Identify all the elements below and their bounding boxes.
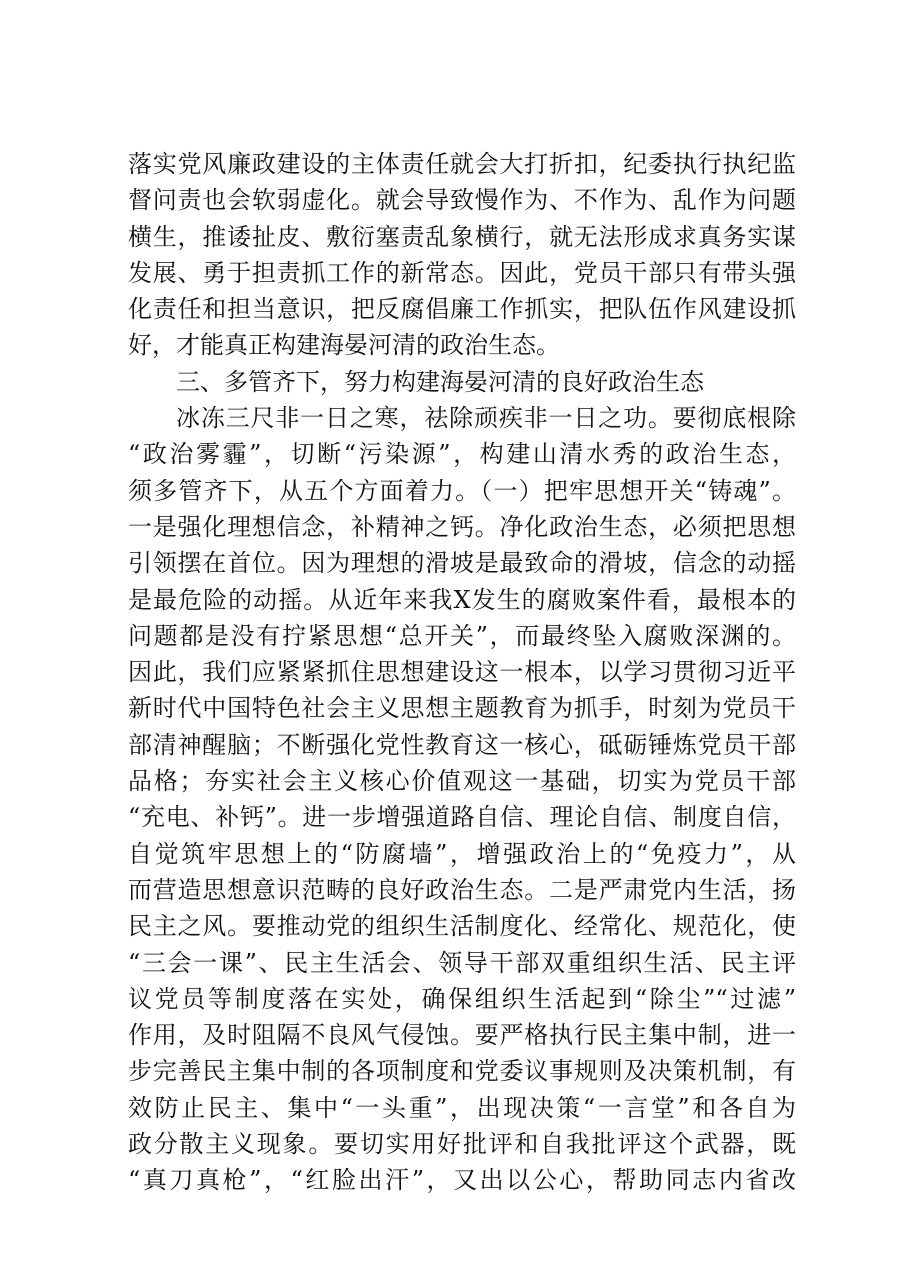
text-line: 须多管齐下，从五个方面着力。（一）把牢思想开关“铸魂”。 <box>128 476 796 505</box>
text-line: 因此，我们应紧紧抓住思想建设这一根本，以学习贯彻习近平 <box>128 658 796 687</box>
text-line: 自觉筑牢思想上的“防腐墙”，增强政治上的“免疫力”，从 <box>128 839 796 868</box>
text-line: 引领摆在首位。因为理想的滑坡是最致命的滑坡，信念的动摇 <box>128 549 796 578</box>
text-line: 问题都是没有拧紧思想“总开关”，而最终坠入腐败深渊的。 <box>128 621 796 650</box>
text-line: 化责任和担当意识，把反腐倡廉工作抓实，把队伍作风建设抓 <box>128 295 796 324</box>
section-heading: 三、多管齐下，努力构建海晏河清的良好政治生态 <box>176 367 704 396</box>
text-line: 作用，及时阻隔不良风气侵蚀。要严格执行民主集中制，进一 <box>128 1021 796 1050</box>
text-line: 民主之风。要推动党的组织生活制度化、经常化、规范化，使 <box>128 912 796 941</box>
text-line: 而营造思想意识范畴的良好政治生态。二是严肃党内生活，扬 <box>128 875 796 904</box>
text-line: 议党员等制度落在实处，确保组织生活起到“除尘”“过滤” <box>128 984 796 1013</box>
text-line: 效防止民主、集中“一头重”，出现决策“一言堂”和各自为 <box>128 1093 796 1122</box>
text-line: 好，才能真正构建海晏河清的政治生态。 <box>128 331 560 360</box>
text-line: 品格；夯实社会主义核心价值观这一基础，切实为党员干部 <box>128 767 796 796</box>
text-line: “三会一课”、民主生活会、领导干部双重组织生活、民主评 <box>128 948 796 977</box>
text-line: 是最危险的动摇。从近年来我X发生的腐败案件看，最根本的 <box>128 585 796 614</box>
text-line: 步完善民主集中制的各项制度和党委议事规则及决策机制，有 <box>128 1057 796 1086</box>
text-line: 一是强化理想信念，补精神之钙。净化政治生态，必须把思想 <box>128 512 796 541</box>
text-line: 横生，推诿扯皮、敷衍塞责乱象横行，就无法形成求真务实谋 <box>128 222 796 251</box>
text-line: “政治雾霾”，切断“污染源”，构建山清水秀的政治生态， <box>128 440 796 469</box>
text-line: 新时代中国特色社会主义思想主题教育为抓手，时刻为党员干 <box>128 694 796 723</box>
text-line: “充电、补钙”。进一步增强道路自信、理论自信、制度自信， <box>128 803 796 832</box>
text-line: 发展、勇于担责抓工作的新常态。因此，党员干部只有带头强 <box>128 258 796 287</box>
text-line: 落实党风廉政建设的主体责任就会大打折扣，纪委执行执纪监 <box>128 150 796 178</box>
text-line: 政分散主义现象。要切实用好批评和自我批评这个武器，既 <box>128 1130 796 1159</box>
body-text <box>128 146 796 1199</box>
text-line: “真刀真枪”，“红脸出汗”，又出以公心，帮助同志内省改 <box>128 1166 796 1195</box>
text-line: 督问责也会软弱虚化。就会导致慢作为、不作为、乱作为问题 <box>128 186 796 215</box>
text-line: 冰冻三尺非一日之寒，祛除顽疾非一日之功。要彻底根除 <box>176 404 796 433</box>
text-line: 部清神醒脑；不断强化党性教育这一核心，砥砺锤炼党员干部 <box>128 730 796 759</box>
